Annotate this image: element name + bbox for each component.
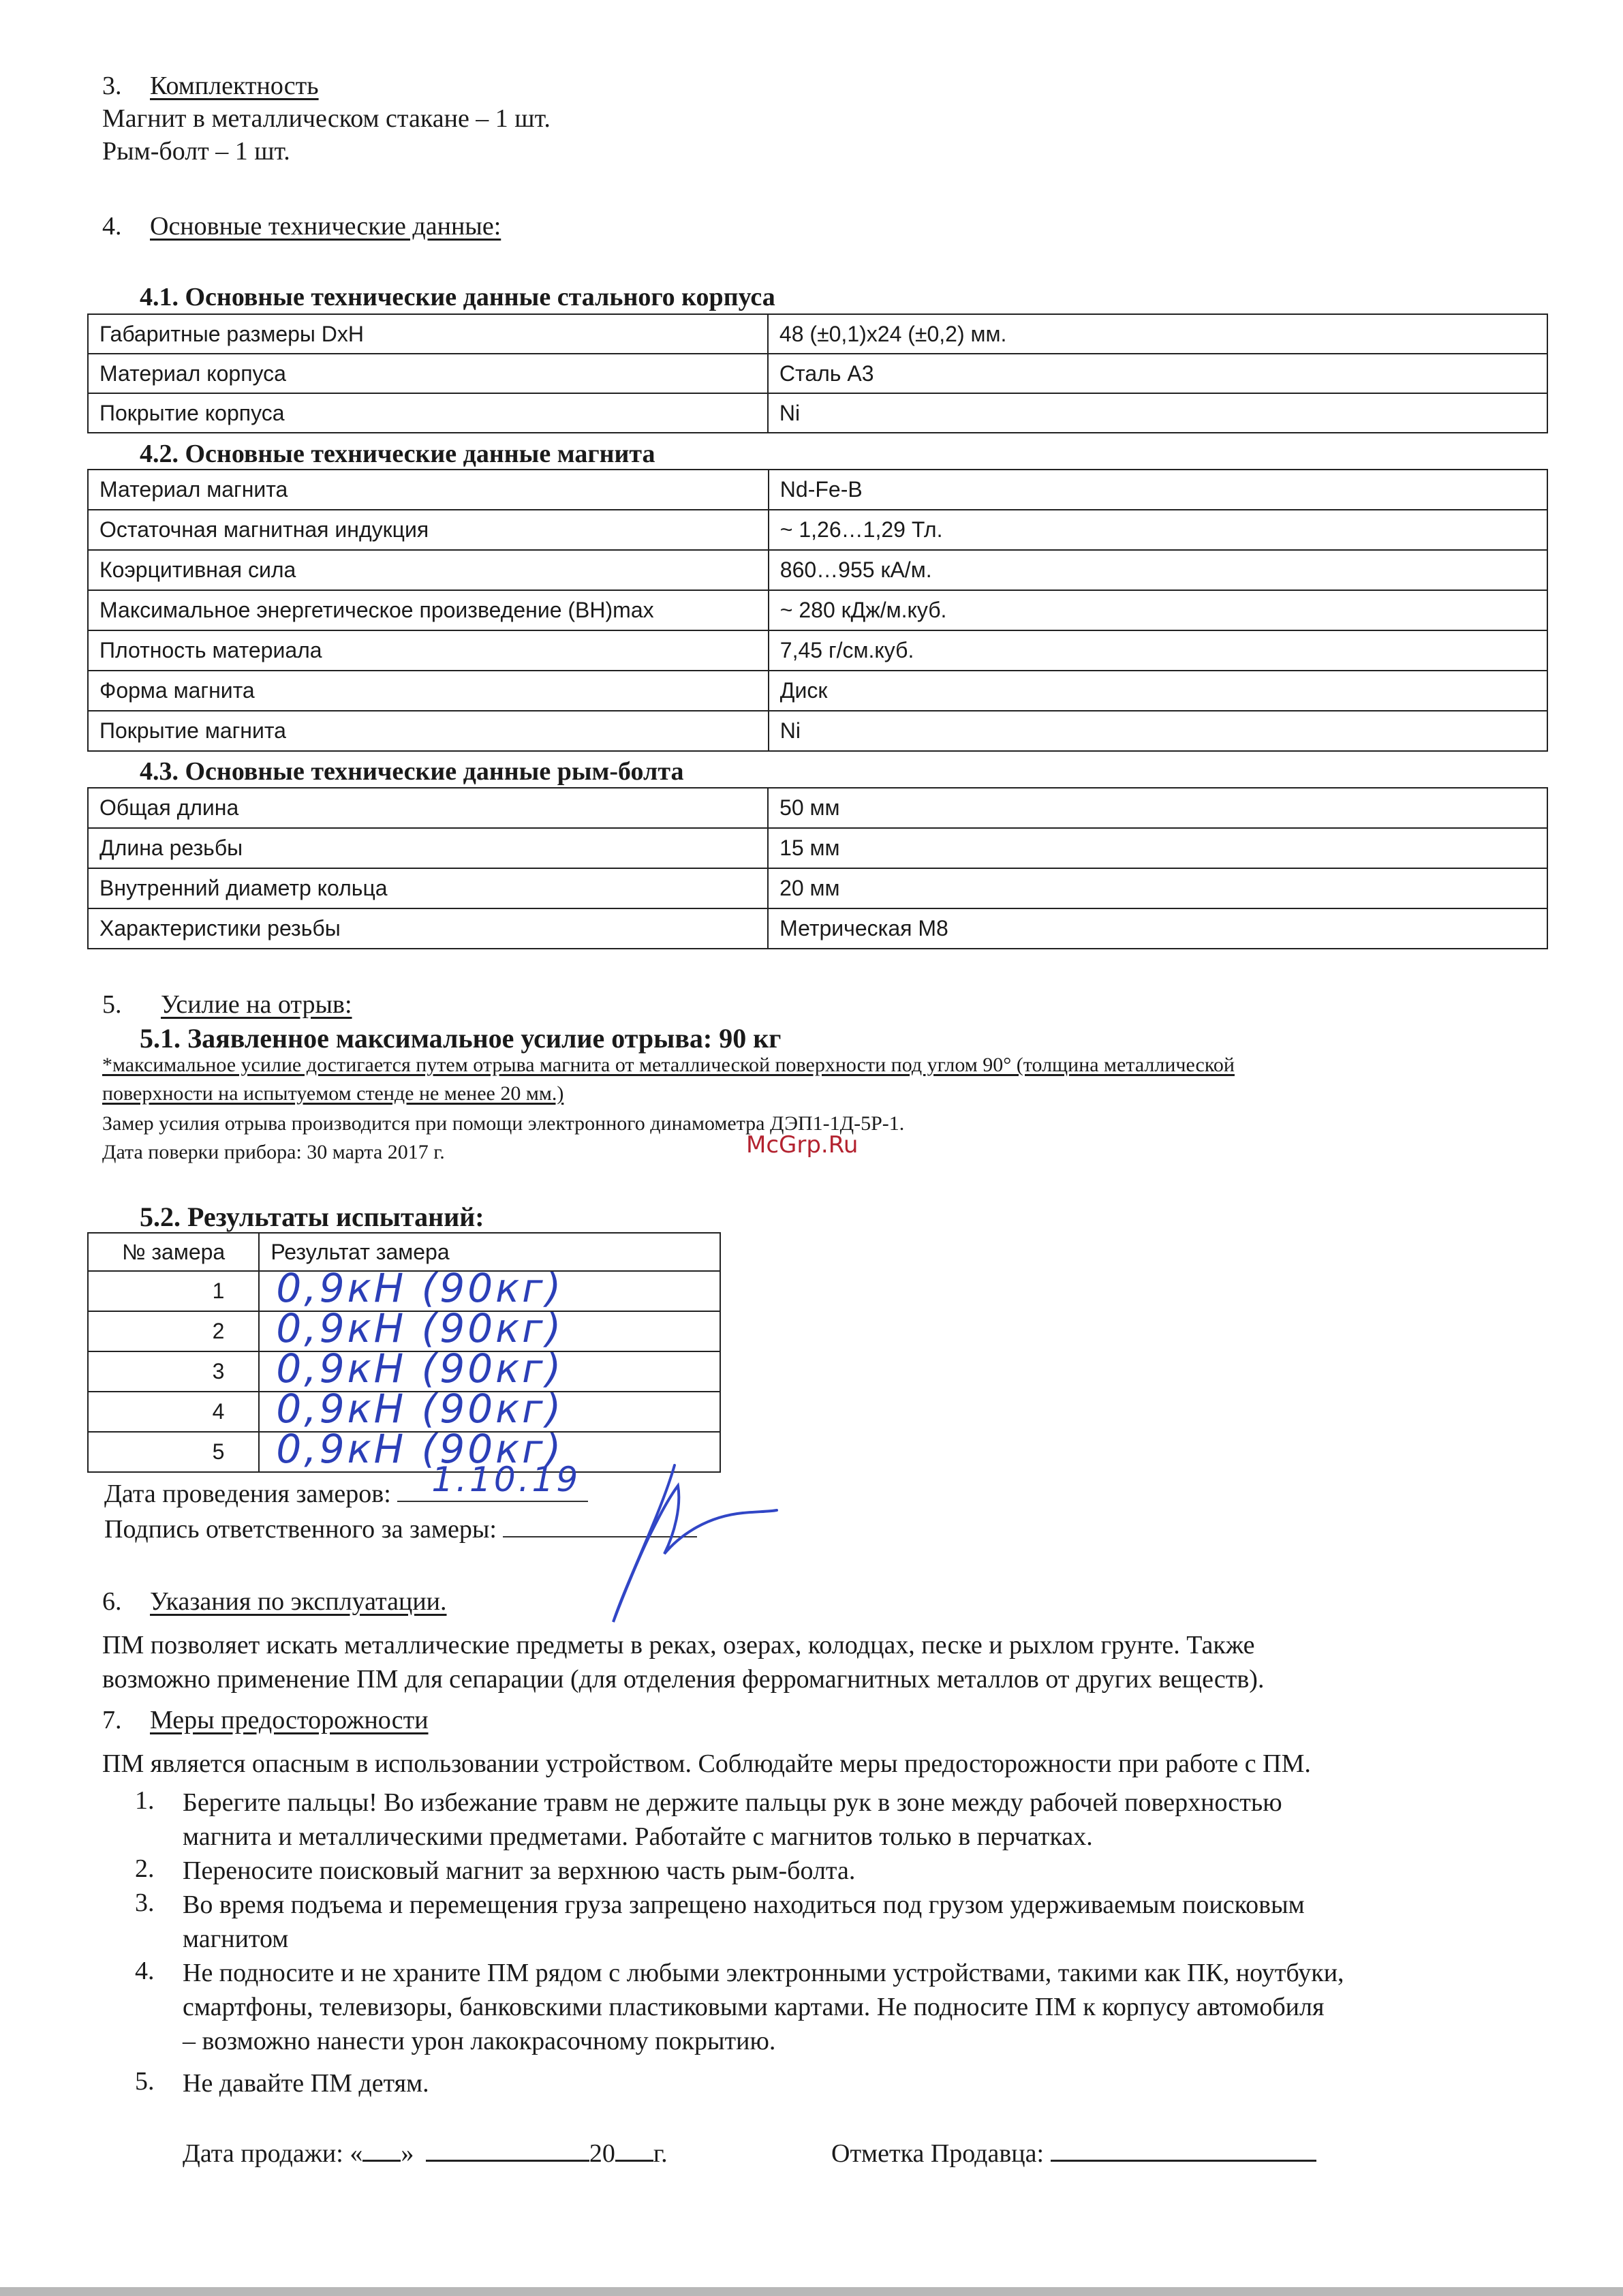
force-note-line-2: поверхности на испытуемом стенде не менее 20 мм.) [102, 1082, 564, 1105]
spec-value: 50 мм [768, 788, 1547, 828]
spec-value: ~ 1,26…1,29 Тл. [769, 510, 1547, 550]
measurement-number: 3 [88, 1351, 259, 1392]
measurement-date-row: Дата проведения замеров: 1.10.19 [104, 1479, 588, 1509]
precaution-line: Берегите пальцы! Во избежание травм не держите пальцы рук в зоне между рабочей поверхностью [183, 1788, 1282, 1817]
spec-row [88, 354, 1547, 393]
precaution-line: – возможно нанести урон лакокрасочному покрытию. [183, 2027, 776, 2055]
measurement-date-handwritten: 1.10.19 [431, 1460, 581, 1499]
spec-row [88, 868, 1547, 908]
precaution-line: Переносите поисковый магнит за верхнюю часть рым-болта. [183, 1856, 856, 1885]
spec-value: ~ 280 кДж/м.куб. [769, 590, 1547, 630]
spec-parameter: Длина резьбы [88, 828, 768, 868]
spec-value: Диск [769, 671, 1547, 711]
spec-row [88, 630, 1547, 671]
spec-value: Сталь А3 [768, 354, 1547, 393]
sale-day-blank [362, 2154, 401, 2162]
magnet-spec-table [87, 469, 1548, 752]
spec-row [88, 828, 1547, 868]
spec-value: Ni [769, 711, 1547, 751]
spec-row [88, 908, 1547, 949]
spec-parameter: Материал магнита [88, 470, 769, 510]
spec-parameter: Внутренний диаметр кольца [88, 868, 768, 908]
sale-date-row: Дата продажи: « » 20 г. [183, 2139, 668, 2168]
section-7-heading: 7. Меры предосторожности [102, 1706, 429, 1734]
section-6-heading: 6. Указания по эксплуатации. [102, 1587, 447, 1616]
spec-parameter: Покрытие магнита [88, 711, 769, 751]
spec-parameter: Коэрцитивная сила [88, 550, 769, 590]
precaution-number: 4. [135, 1957, 155, 1985]
spec-value: 860…955 кА/м. [769, 550, 1547, 590]
measurement-number: 2 [88, 1311, 259, 1351]
spec-row [88, 550, 1547, 590]
test-results-heading: 5.2. Результаты испытаний: [140, 1201, 484, 1232]
section-3-heading: 3. Комплектность [102, 72, 319, 100]
spec-parameter: Габаритные размеры DxH [88, 314, 768, 354]
measurement-result-handwritten: 0,9кН (90кг) [276, 1426, 564, 1472]
spec-row [88, 510, 1547, 550]
section-5-heading: 5. Усилие на отрыв: [102, 990, 352, 1019]
spec-row [88, 671, 1547, 711]
spec-row [88, 470, 1547, 510]
section-3-line-2: Рым-болт – 1 шт. [102, 137, 290, 166]
spec-row [88, 711, 1547, 751]
measurement-date-field [397, 1460, 588, 1502]
sale-year-blank [615, 2154, 653, 2162]
precaution-line: смартфоны, телевизоры, банковскими пластиковыми картами. Не подносите ПМ к корпусу автомобиля [183, 1993, 1325, 2021]
measurement-number-header: № замера [88, 1233, 259, 1271]
precaution-item [135, 1956, 1344, 2058]
measurement-number: 1 [88, 1271, 259, 1311]
table-4-2-heading: 4.2. Основные технические данные магнита [140, 440, 655, 468]
spec-row [88, 393, 1547, 433]
measurement-device-note: Замер усилия отрыва производится при помощи электронного динамометра ДЭП1-1Д-5Р-1. [102, 1112, 905, 1135]
spec-value: Ni [768, 393, 1547, 433]
measurement-result-header: Результат замера [259, 1233, 720, 1271]
measurement-result-handwritten: 0,9кН (90кг) [276, 1305, 564, 1351]
seller-mark-row: Отметка Продавца: [831, 2139, 1316, 2169]
measurement-result-handwritten: 0,9кН (90кг) [276, 1386, 564, 1432]
spec-parameter: Форма магнита [88, 671, 769, 711]
measurement-result-handwritten: 0,9кН (90кг) [276, 1345, 564, 1392]
handwritten-signature [579, 1458, 797, 1636]
spec-parameter: Общая длина [88, 788, 768, 828]
test-results-table [87, 1232, 721, 1473]
scan-edge [0, 2287, 1623, 2296]
precaution-line: Не давайте ПМ детям. [183, 2069, 429, 2098]
precaution-number: 5. [135, 2067, 155, 2096]
spec-value: 48 (±0,1)x24 (±0,2) мм. [768, 314, 1547, 354]
spec-row [88, 788, 1547, 828]
table-4-1-heading: 4.1. Основные технические данные стального корпуса [140, 283, 775, 311]
precaution-line: Не подносите и не храните ПМ рядом с любыми электронными устройствами, такими как ПК, ноутбуки, [183, 1959, 1344, 1987]
calibration-date-note: Дата поверки прибора: 30 марта 2017 г. [102, 1141, 445, 1163]
table-4-3-heading: 4.3. Основные технические данные рым-болта [140, 757, 684, 786]
spec-parameter: Характеристики резьбы [88, 908, 768, 949]
spec-parameter: Остаточная магнитная индукция [88, 510, 769, 550]
precaution-number: 1. [135, 1786, 155, 1815]
spec-row [88, 314, 1547, 354]
eyebolt-spec-table [87, 787, 1548, 949]
spec-parameter: Материал корпуса [88, 354, 768, 393]
spec-row [88, 590, 1547, 630]
spec-value: Метрическая М8 [768, 908, 1547, 949]
precaution-number: 2. [135, 1854, 155, 1883]
precaution-line: магнитом [183, 1925, 289, 1953]
measurement-result-handwritten: 0,9кН (90кг) [276, 1265, 564, 1311]
section-6-paragraph-line-2: возможно применение ПМ для сепарации (для отделения ферромагнитных металлов от других веществ). [102, 1665, 1265, 1694]
precaution-item [135, 1786, 1282, 1854]
steel-body-spec-table [87, 313, 1548, 433]
spec-value: 7,45 г/см.куб. [769, 630, 1547, 671]
spec-value: Nd-Fe-B [769, 470, 1547, 510]
measurement-number: 5 [88, 1432, 259, 1472]
spec-value: 20 мм [768, 868, 1547, 908]
section-3-line-1: Магнит в металлическом стакане – 1 шт. [102, 104, 551, 133]
precaution-line: магнита и металлическими предметами. Работайте с магнитов только в перчатках. [183, 1822, 1093, 1851]
spec-value: 15 мм [768, 828, 1547, 868]
precaution-item [135, 1854, 856, 1888]
precaution-number: 3. [135, 1888, 155, 1917]
measurement-number: 4 [88, 1392, 259, 1432]
precaution-item [135, 2066, 429, 2100]
responsible-signature-row: Подпись ответственного за замеры: [104, 1514, 697, 1544]
section-6-paragraph-line-1: ПМ позволяет искать металлические предметы в реках, озерах, колодцах, песке и рыхлом грунте. Также [102, 1631, 1255, 1659]
precaution-item [135, 1888, 1305, 1956]
sale-month-blank [426, 2154, 589, 2162]
section-7-intro: ПМ является опасным в использовании устройством. Соблюдайте меры предосторожности при работе с ПМ. [102, 1749, 1311, 1778]
spec-parameter: Покрытие корпуса [88, 393, 768, 433]
section-4-heading: 4. Основные технические данные: [102, 212, 501, 241]
force-note-line-1: *максимальное усилие достигается путем отрыва магнита от металлической поверхности под углом 90° (толщина металлической [102, 1054, 1235, 1076]
spec-parameter: Максимальное энергетическое произведение (BH)max [88, 590, 769, 630]
spec-parameter: Плотность материала [88, 630, 769, 671]
precaution-line: Во время подъема и перемещения груза запрещено находиться под грузом удерживаемым поисковым [183, 1891, 1305, 1919]
declared-force-heading: 5.1. Заявленное максимальное усилие отрыва: 90 кг [140, 1023, 782, 1054]
seller-mark-blank [1051, 2154, 1316, 2162]
watermark: McGrp.Ru [746, 1131, 859, 1159]
